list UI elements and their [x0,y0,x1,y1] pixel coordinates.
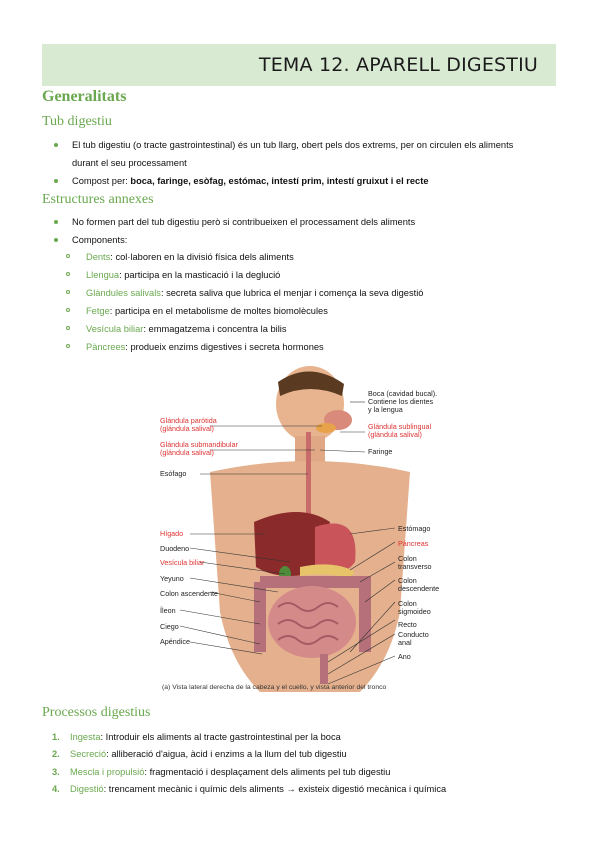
figure-label: Ano [398,652,411,661]
list-item: Glàndules salivals: secreta saliva que lubrica el menjar i comença la seva digestió [66,284,423,302]
figure-label: Íleon [160,606,176,615]
circle-bullet-icon [66,344,70,348]
circle-bullet-icon [66,290,70,294]
figure-label: Estómago [398,524,431,533]
circle-bullet-icon [66,308,70,312]
rectum-shape [320,654,328,684]
list-item: El tub digestiu (o tracte gastrointestinal) és un tub llarg, obert pels dos extrems, per on circulen els aliments durant el seu processament [58,136,558,172]
figure-label: Glándula submandibular (glándula salival) [160,440,238,457]
subheading-processos-digestius: Processos digestius [42,705,151,720]
numbered-item: 1. Ingesta: Introduir els aliments al tracte gastrointestinal per la boca [52,732,341,742]
figure-label: Glándula sublingual (glándula salival) [368,422,432,439]
bullet-icon [54,179,58,183]
circle-bullet-icon [66,326,70,330]
list-item: Vesícula biliar: emmagatzema i concentra la bilis [66,320,287,338]
figure-label: Duodeno [160,544,190,553]
numbered-item: 2. Secreció: alliberació d'aigua, àcid i enzims a la llum del tub digestiu [52,749,347,759]
figure-label: Faringe [368,447,393,456]
list-item: Compost per: boca, faringe, esòfag, estómac, intestí prim, intestí gruixut i el recte [58,172,558,190]
numbered-item: 4. Digestió: trencament mecànic i químic dels aliments → existeix digestió mecànica i química [52,784,447,794]
subheading-estructures-annexes: Estructures annexes [42,192,154,207]
salivary-gland-shape [316,423,336,433]
figure-label: Yeyuno [160,574,184,583]
figure-label: Vesícula biliar [160,558,205,567]
figure-label: Conducto anal [398,630,429,647]
figure-label: Esófago [160,469,187,478]
numbered-item: 3. Mescla i propulsió: fragmentació i desplaçament dels aliments pel tub digestiu [52,767,391,777]
figure-label: Ciego [160,622,179,631]
list-item: No formen part del tub digestiu però si contribueixen el processament dels aliments [58,213,558,231]
figure-label: Colon transverso [398,554,432,571]
page-title: TEMA 12. APARELL DIGESTIU [258,54,538,76]
list-item: Components: [58,231,558,249]
list-item: Fetge: participa en el metabolisme de moltes biomolècules [66,302,328,320]
circle-bullet-icon [66,272,70,276]
list-item: Llengua: participa en la masticació i la deglució [66,266,280,284]
figure-label: Colon sigmoideo [398,599,431,616]
figure-label: Páncreas [398,539,429,548]
figure-label: Colon ascendente [160,589,218,598]
figure-label: Glándula parótida (glándula salival) [160,416,217,433]
title-bar [42,44,556,86]
bullet-icon [54,143,58,147]
figure-caption: (a) Vista lateral derecha de la cabeza y el cuello, y vista anterior del tronco [162,684,387,691]
figure-label: Recto [398,620,417,629]
figure-label: Colon descendente [398,576,440,593]
subheading-tub-digestiu: Tub digestiu [42,114,112,129]
figure-label: Apéndice [160,637,190,646]
figure-label: Boca (cavidad bucal). Contiene los dientes y la lengua [368,389,438,414]
section-heading-generalitats: Generalitats [42,88,127,105]
bullet-icon [54,220,58,224]
figure-label: Hígado [160,529,184,538]
circle-bullet-icon [66,254,70,258]
list-item: Dents: col·laboren en la divisió física dels aliments [66,248,294,266]
bullet-icon [54,238,58,242]
list-item: Pàncrees: produeix enzims digestives i secreta hormones [66,338,324,356]
